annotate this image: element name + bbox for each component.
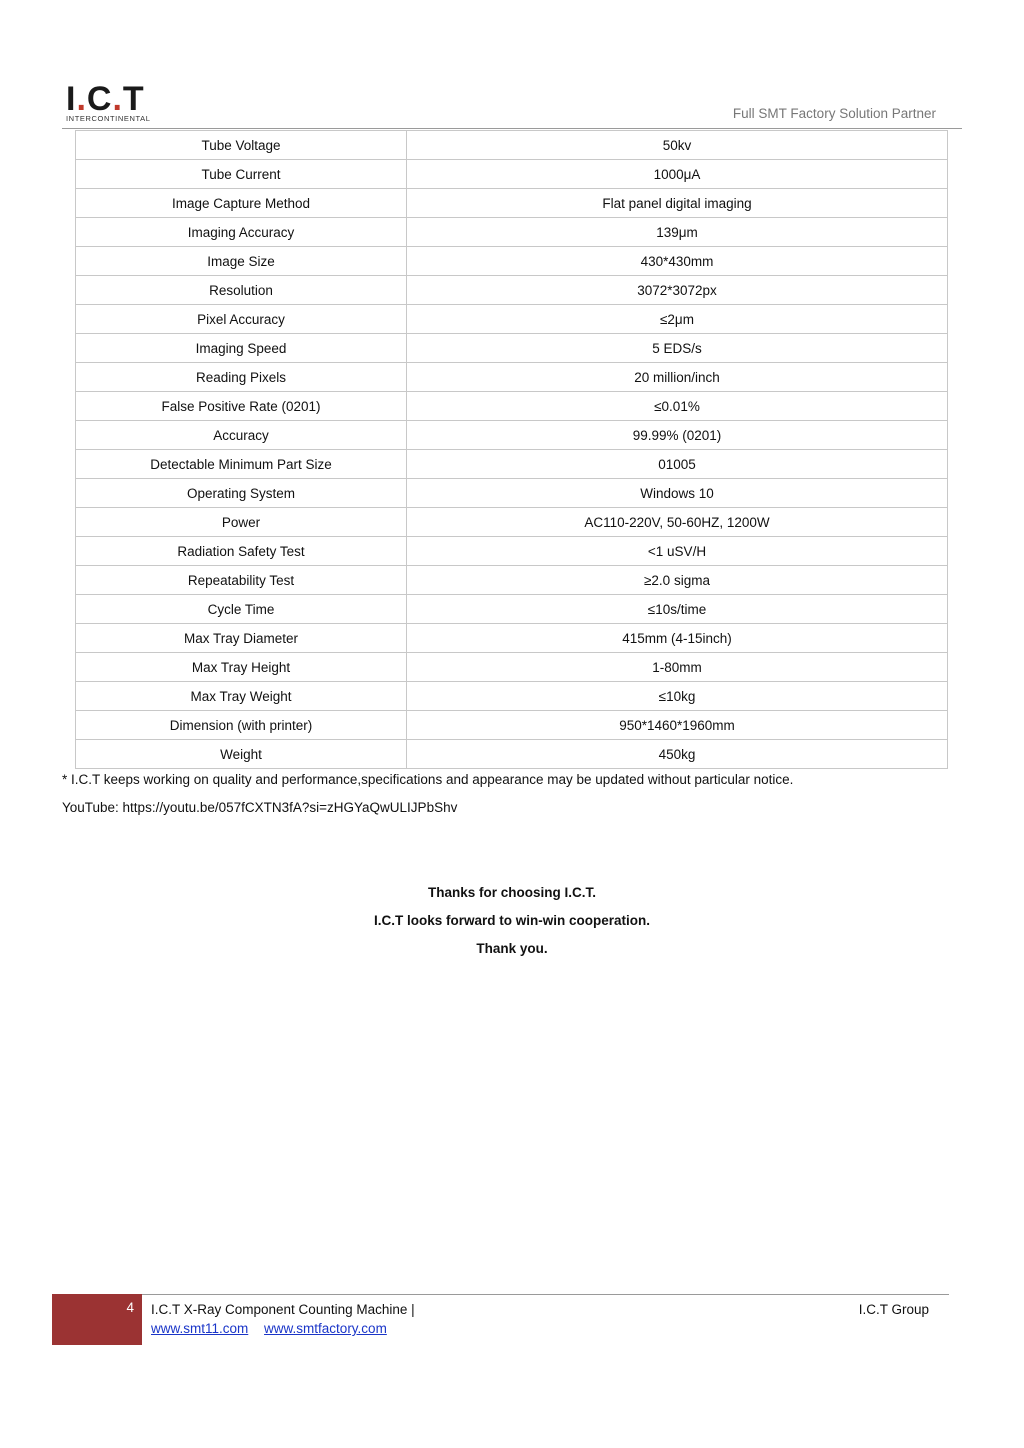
spec-row — [76, 508, 948, 537]
spec-value: ≤10s/time — [407, 595, 948, 624]
spec-row — [76, 711, 948, 740]
spec-value: 3072*3072px — [407, 276, 948, 305]
spec-label: Accuracy — [76, 421, 407, 450]
spec-value: ≤10kg — [407, 682, 948, 711]
spec-label: Max Tray Weight — [76, 682, 407, 711]
spec-value: 139μm — [407, 218, 948, 247]
spec-table-body — [76, 131, 948, 769]
spec-label: Image Capture Method — [76, 189, 407, 218]
spec-label: Max Tray Height — [76, 653, 407, 682]
spec-row — [76, 392, 948, 421]
spec-label: Operating System — [76, 479, 407, 508]
spec-value: 20 million/inch — [407, 363, 948, 392]
spec-label: Cycle Time — [76, 595, 407, 624]
spec-row — [76, 450, 948, 479]
footer-link-smtfactory[interactable]: www.smtfactory.com — [264, 1321, 387, 1336]
closing-line-3: Thank you. — [476, 941, 548, 956]
spec-value: 430*430mm — [407, 247, 948, 276]
page-number: 4 — [126, 1300, 134, 1315]
spec-row — [76, 537, 948, 566]
footer-link-smt11[interactable]: www.smt11.com — [151, 1321, 249, 1336]
spec-row — [76, 131, 948, 160]
disclaimer-note: * I.C.T keeps working on quality and performance,specifications and appearance may be updated without particular notice. — [62, 772, 794, 787]
spec-value: 1000μA — [407, 160, 948, 189]
spec-label: Image Size — [76, 247, 407, 276]
spec-row — [76, 305, 948, 334]
closing-line-1: Thanks for choosing I.C.T. — [427, 885, 596, 900]
spec-label: Dimension (with printer) — [76, 711, 407, 740]
spec-value: AC110-220V, 50-60HZ, 1200W — [407, 508, 948, 537]
spec-row — [76, 479, 948, 508]
spec-value: 5 EDS/s — [407, 334, 948, 363]
spec-row — [76, 334, 948, 363]
logo-wordmark: I.C.T — [66, 80, 145, 118]
spec-value: ≥2.0 sigma — [407, 566, 948, 595]
spec-row — [76, 566, 948, 595]
footer-links — [151, 1321, 399, 1336]
spec-value: 99.99% (0201) — [407, 421, 948, 450]
spec-label: Detectable Minimum Part Size — [76, 450, 407, 479]
spec-row — [76, 189, 948, 218]
spec-label: Imaging Accuracy — [76, 218, 407, 247]
spec-label: Max Tray Diameter — [76, 624, 407, 653]
spec-value: 950*1460*1960mm — [407, 711, 948, 740]
spec-value: 450kg — [407, 740, 948, 769]
spec-row — [76, 653, 948, 682]
footer-divider — [142, 1294, 949, 1295]
spec-label: Power — [76, 508, 407, 537]
footer-group-name: I.C.T Group — [858, 1302, 929, 1317]
spec-label: Repeatability Test — [76, 566, 407, 595]
spec-value: ≤0.01% — [407, 392, 948, 421]
spec-value: <1 uSV/H — [407, 537, 948, 566]
spec-row — [76, 595, 948, 624]
youtube-link-text: YouTube: https://youtu.be/057fCXTN3fA?si=zHGYaQwULIJPbShv — [62, 800, 458, 815]
spec-value: 415mm (4-15inch) — [407, 624, 948, 653]
spec-row — [76, 624, 948, 653]
header-divider — [62, 128, 962, 129]
spec-row — [76, 682, 948, 711]
spec-row — [76, 247, 948, 276]
spec-table — [75, 130, 948, 769]
spec-row — [76, 160, 948, 189]
spec-row — [76, 421, 948, 450]
spec-value: ≤2μm — [407, 305, 948, 334]
spec-value: 01005 — [407, 450, 948, 479]
spec-value: 50kv — [407, 131, 948, 160]
spec-row — [76, 740, 948, 769]
spec-value: 1-80mm — [407, 653, 948, 682]
spec-row — [76, 363, 948, 392]
spec-label: Resolution — [76, 276, 407, 305]
company-logo — [66, 82, 186, 124]
logo-subtext: INTERCONTINENTAL — [66, 114, 151, 123]
spec-label: Radiation Safety Test — [76, 537, 407, 566]
closing-line-2: I.C.T looks forward to win-win cooperation. — [373, 913, 650, 928]
header-tagline: Full SMT Factory Solution Partner — [732, 106, 936, 121]
spec-label: Imaging Speed — [76, 334, 407, 363]
spec-row — [76, 218, 948, 247]
spec-label: Reading Pixels — [76, 363, 407, 392]
spec-label: Pixel Accuracy — [76, 305, 407, 334]
spec-label: False Positive Rate (0201) — [76, 392, 407, 421]
spec-label: Weight — [76, 740, 407, 769]
spec-row — [76, 276, 948, 305]
spec-value: Windows 10 — [407, 479, 948, 508]
spec-value: Flat panel digital imaging — [407, 189, 948, 218]
spec-label: Tube Voltage — [76, 131, 407, 160]
spec-label: Tube Current — [76, 160, 407, 189]
footer-document-title: I.C.T X-Ray Component Counting Machine | — [151, 1302, 415, 1317]
